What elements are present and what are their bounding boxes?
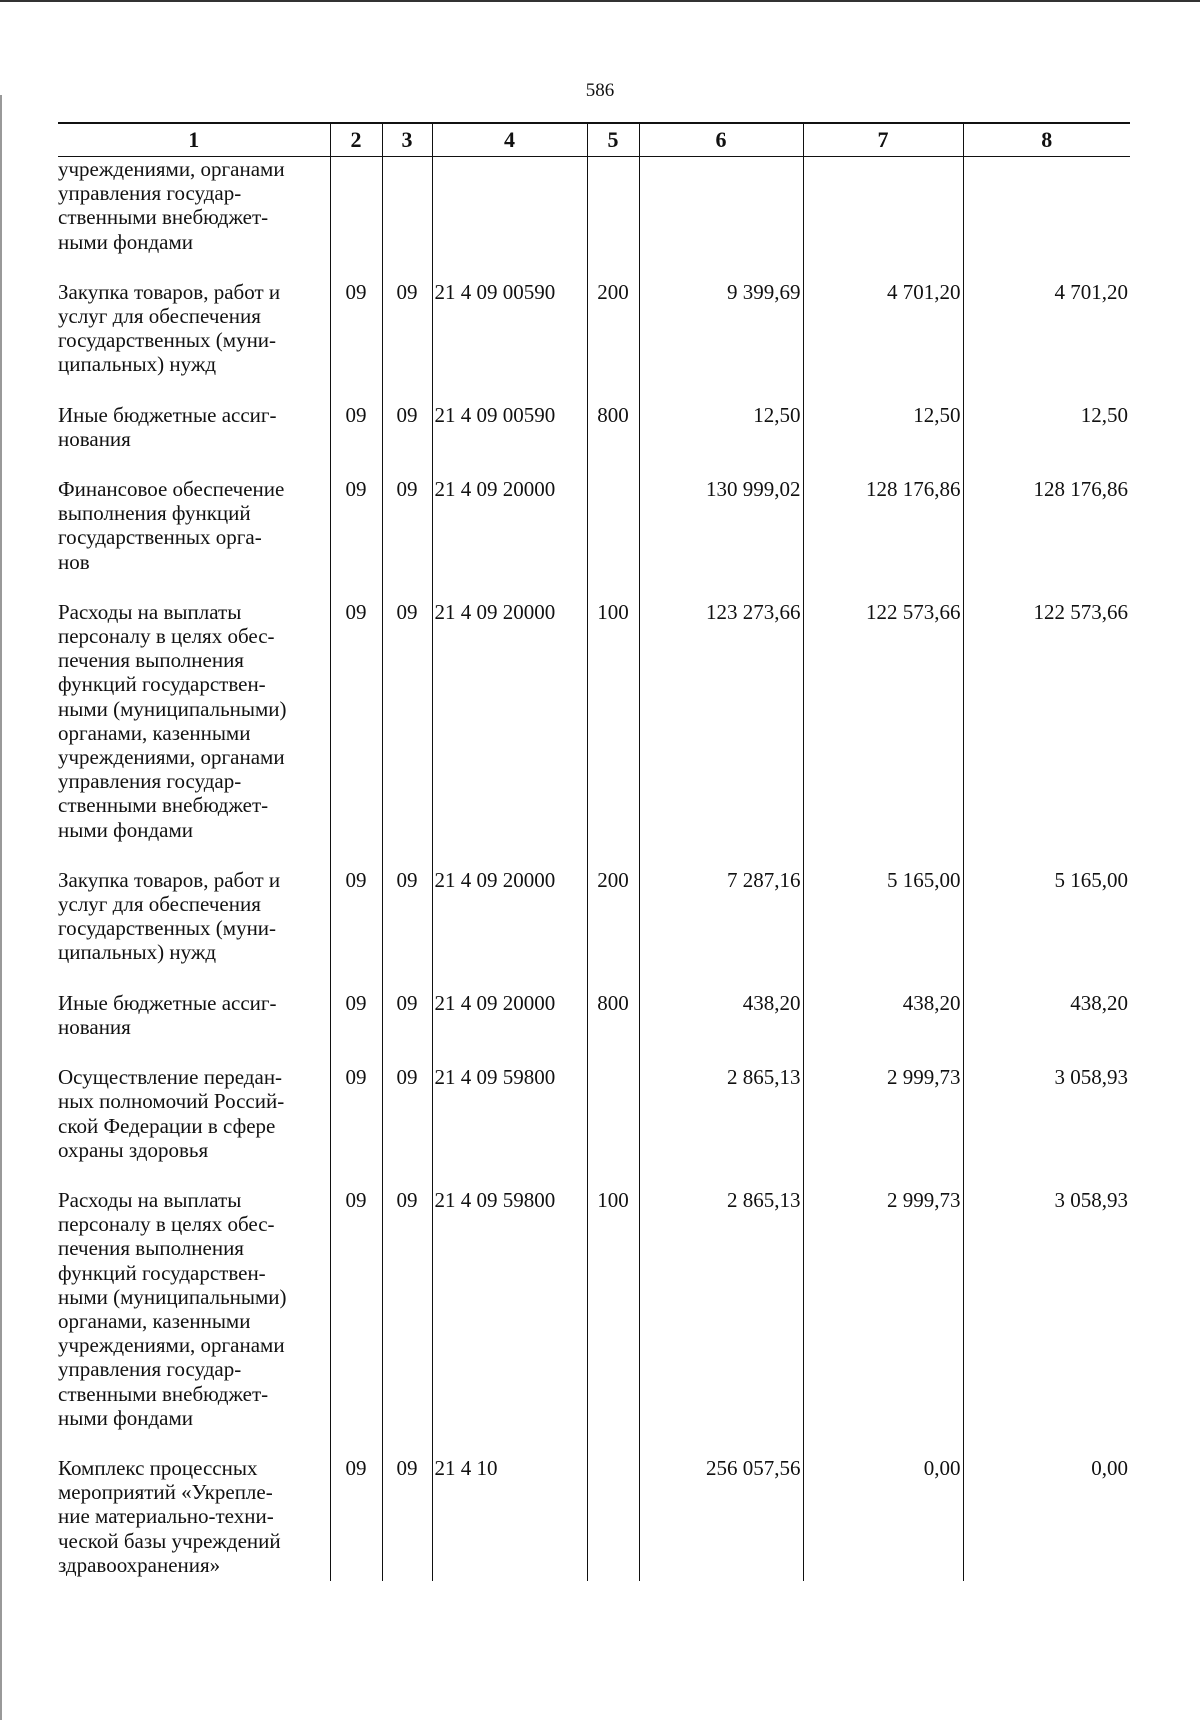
- amount-year2-cell: 122 573,66: [803, 600, 963, 868]
- section-cell: 09: [330, 477, 382, 600]
- subsection-cell: 09: [382, 600, 432, 868]
- amount-year1-cell: 130 999,02: [639, 477, 803, 600]
- amount-year1-cell: 123 273,66: [639, 600, 803, 868]
- column-header: 3: [382, 123, 432, 157]
- table-header: [58, 123, 1130, 157]
- item-name-line: Расходы на выплаты: [58, 1187, 242, 1212]
- item-name-cell: [58, 280, 330, 403]
- amount-year3-cell: 4 701,20: [963, 280, 1130, 403]
- amount-year3-cell: [963, 157, 1130, 280]
- item-name-line: государственных (муни-: [58, 328, 277, 353]
- item-name-cell: [58, 1188, 330, 1456]
- item-name-cell: [58, 157, 330, 280]
- item-name-cell: [58, 991, 330, 1065]
- item-name-line: управления государ-: [58, 769, 242, 794]
- amount-year1-cell: 256 057,56: [639, 1456, 803, 1581]
- item-name-cell: [58, 1456, 330, 1581]
- item-name-line: Финансовое обеспечение: [58, 477, 285, 502]
- header-row: [58, 123, 1130, 157]
- amount-year2-cell: 5 165,00: [803, 868, 963, 991]
- expense-type-cell: [587, 477, 639, 600]
- amount-year2-cell: 128 176,86: [803, 477, 963, 600]
- table-row: [58, 868, 1130, 991]
- top-border-line: [0, 0, 1200, 2]
- item-name-line: ние материально-техни-: [58, 1504, 274, 1529]
- table-row: [58, 991, 1130, 1065]
- subsection-cell: 09: [382, 1065, 432, 1188]
- item-name-line: охраны здоровья: [58, 1137, 209, 1162]
- column-header: 5: [587, 123, 639, 157]
- item-name-line: ческой базы учреждений: [58, 1528, 281, 1553]
- amount-year3-cell: 122 573,66: [963, 600, 1130, 868]
- section-cell: [330, 157, 382, 280]
- amount-year2-cell: 0,00: [803, 1456, 963, 1581]
- amount-year2-cell: 4 701,20: [803, 280, 963, 403]
- subsection-cell: 09: [382, 868, 432, 991]
- expense-type-cell: [587, 1456, 639, 1581]
- section-cell: 09: [330, 991, 382, 1065]
- table-row: [58, 1188, 1130, 1456]
- amount-year3-cell: 0,00: [963, 1456, 1130, 1581]
- amount-year2-cell: 2 999,73: [803, 1188, 963, 1456]
- table-row: [58, 403, 1130, 477]
- amount-year1-cell: 438,20: [639, 991, 803, 1065]
- item-name-cell: [58, 1065, 330, 1188]
- section-cell: 09: [330, 1456, 382, 1581]
- item-name-line: учреждениями, органами: [58, 745, 285, 770]
- target-code-cell: 21 4 10: [432, 1456, 587, 1581]
- item-name-line: управления государ-: [58, 181, 242, 206]
- item-name-line: ными (муниципальными): [58, 696, 287, 721]
- amount-year1-cell: 7 287,16: [639, 868, 803, 991]
- section-cell: 09: [330, 280, 382, 403]
- amount-year3-cell: 3 058,93: [963, 1188, 1130, 1456]
- expense-type-cell: 100: [587, 600, 639, 868]
- amount-year1-cell: 2 865,13: [639, 1065, 803, 1188]
- table-row: [58, 600, 1130, 868]
- item-name-line: нов: [58, 549, 90, 574]
- table-row: [58, 280, 1130, 403]
- amount-year3-cell: 438,20: [963, 991, 1130, 1065]
- table-row: [58, 1456, 1130, 1581]
- item-name-line: ственными внебюджет-: [58, 205, 269, 230]
- item-name-line: государственных орга-: [58, 525, 262, 550]
- table-row: [58, 157, 1130, 280]
- subsection-cell: [382, 157, 432, 280]
- item-name-line: ных полномочий Россий-: [58, 1089, 285, 1114]
- item-name-line: государственных (муни-: [58, 916, 277, 941]
- column-header: 4: [432, 123, 587, 157]
- item-name-line: ными фондами: [58, 817, 194, 842]
- item-name-line: Комплекс процессных: [58, 1455, 258, 1480]
- amount-year2-cell: 12,50: [803, 403, 963, 477]
- expense-type-cell: 100: [587, 1188, 639, 1456]
- item-name-line: Закупка товаров, работ и: [58, 867, 281, 892]
- item-name-line: услуг для обеспечения: [58, 892, 261, 917]
- item-name-line: ными фондами: [58, 1405, 194, 1430]
- item-name-line: печения выполнения: [58, 648, 244, 673]
- item-name-line: Расходы на выплаты: [58, 599, 242, 624]
- target-code-cell: 21 4 09 00590: [432, 403, 587, 477]
- amount-year1-cell: 9 399,69: [639, 280, 803, 403]
- item-name-line: нования: [58, 426, 131, 451]
- item-name-line: ственными внебюджет-: [58, 793, 269, 818]
- item-name-line: Иные бюджетные ассиг-: [58, 990, 277, 1015]
- item-name-line: ственными внебюджет-: [58, 1381, 269, 1406]
- item-name-line: ципальных) нужд: [58, 940, 217, 965]
- item-name-line: управления государ-: [58, 1357, 242, 1382]
- target-code-cell: [432, 157, 587, 280]
- target-code-cell: 21 4 09 00590: [432, 280, 587, 403]
- item-name-cell: [58, 600, 330, 868]
- amount-year1-cell: 12,50: [639, 403, 803, 477]
- amount-year2-cell: 2 999,73: [803, 1065, 963, 1188]
- item-name-line: учреждениями, органами: [58, 1333, 285, 1358]
- item-name-cell: [58, 403, 330, 477]
- item-name-line: органами, казенными: [58, 1308, 251, 1333]
- column-header: 2: [330, 123, 382, 157]
- item-name-line: персоналу в целях обес-: [58, 1212, 275, 1237]
- expense-type-cell: [587, 1065, 639, 1188]
- section-cell: 09: [330, 600, 382, 868]
- section-cell: 09: [330, 403, 382, 477]
- item-name-line: печения выполнения: [58, 1236, 244, 1261]
- target-code-cell: 21 4 09 20000: [432, 600, 587, 868]
- expense-type-cell: [587, 157, 639, 280]
- table-body: [58, 157, 1130, 1581]
- target-code-cell: 21 4 09 20000: [432, 991, 587, 1065]
- target-code-cell: 21 4 09 59800: [432, 1188, 587, 1456]
- item-name-line: выполнения функций: [58, 501, 251, 526]
- item-name-line: функций государствен-: [58, 1260, 266, 1285]
- item-name-line: Осуществление передан-: [58, 1065, 283, 1090]
- section-cell: 09: [330, 868, 382, 991]
- item-name-line: Иные бюджетные ассиг-: [58, 402, 277, 427]
- subsection-cell: 09: [382, 1456, 432, 1581]
- column-header: 7: [803, 123, 963, 157]
- section-cell: 09: [330, 1188, 382, 1456]
- left-scan-edge: [0, 95, 2, 1720]
- item-name-line: ципальных) нужд: [58, 352, 217, 377]
- table-row: [58, 1065, 1130, 1188]
- item-name-line: Закупка товаров, работ и: [58, 279, 281, 304]
- item-name-line: нования: [58, 1014, 131, 1039]
- item-name-line: мероприятий «Укрепле-: [58, 1480, 273, 1505]
- budget-table: [58, 122, 1130, 1581]
- subsection-cell: 09: [382, 991, 432, 1065]
- target-code-cell: 21 4 09 20000: [432, 868, 587, 991]
- expense-type-cell: 800: [587, 403, 639, 477]
- target-code-cell: 21 4 09 20000: [432, 477, 587, 600]
- page-number: 586: [585, 80, 615, 101]
- amount-year3-cell: 3 058,93: [963, 1065, 1130, 1188]
- target-code-cell: 21 4 09 59800: [432, 1065, 587, 1188]
- item-name-line: услуг для обеспечения: [58, 304, 261, 329]
- item-name-cell: [58, 868, 330, 991]
- amount-year3-cell: 5 165,00: [963, 868, 1130, 991]
- table-row: [58, 477, 1130, 600]
- item-name-line: ными фондами: [58, 229, 194, 254]
- column-header: 6: [639, 123, 803, 157]
- amount-year3-cell: 128 176,86: [963, 477, 1130, 600]
- expense-type-cell: 800: [587, 991, 639, 1065]
- item-name-line: ской Федерации в сфере: [58, 1113, 276, 1138]
- subsection-cell: 09: [382, 280, 432, 403]
- amount-year3-cell: 12,50: [963, 403, 1130, 477]
- subsection-cell: 09: [382, 1188, 432, 1456]
- amount-year1-cell: [639, 157, 803, 280]
- item-name-line: ными (муниципальными): [58, 1284, 287, 1309]
- subsection-cell: 09: [382, 477, 432, 600]
- section-cell: 09: [330, 1065, 382, 1188]
- amount-year2-cell: [803, 157, 963, 280]
- column-header: 8: [963, 123, 1130, 157]
- item-name-line: учреждениями, органами: [58, 157, 285, 181]
- item-name-line: функций государствен-: [58, 672, 266, 697]
- expense-type-cell: 200: [587, 868, 639, 991]
- amount-year1-cell: 2 865,13: [639, 1188, 803, 1456]
- expense-type-cell: 200: [587, 280, 639, 403]
- item-name-line: здравоохранения»: [58, 1552, 221, 1577]
- subsection-cell: 09: [382, 403, 432, 477]
- item-name-cell: [58, 477, 330, 600]
- item-name-line: органами, казенными: [58, 720, 251, 745]
- amount-year2-cell: 438,20: [803, 991, 963, 1065]
- item-name-line: персоналу в целях обес-: [58, 624, 275, 649]
- column-header: 1: [58, 123, 330, 157]
